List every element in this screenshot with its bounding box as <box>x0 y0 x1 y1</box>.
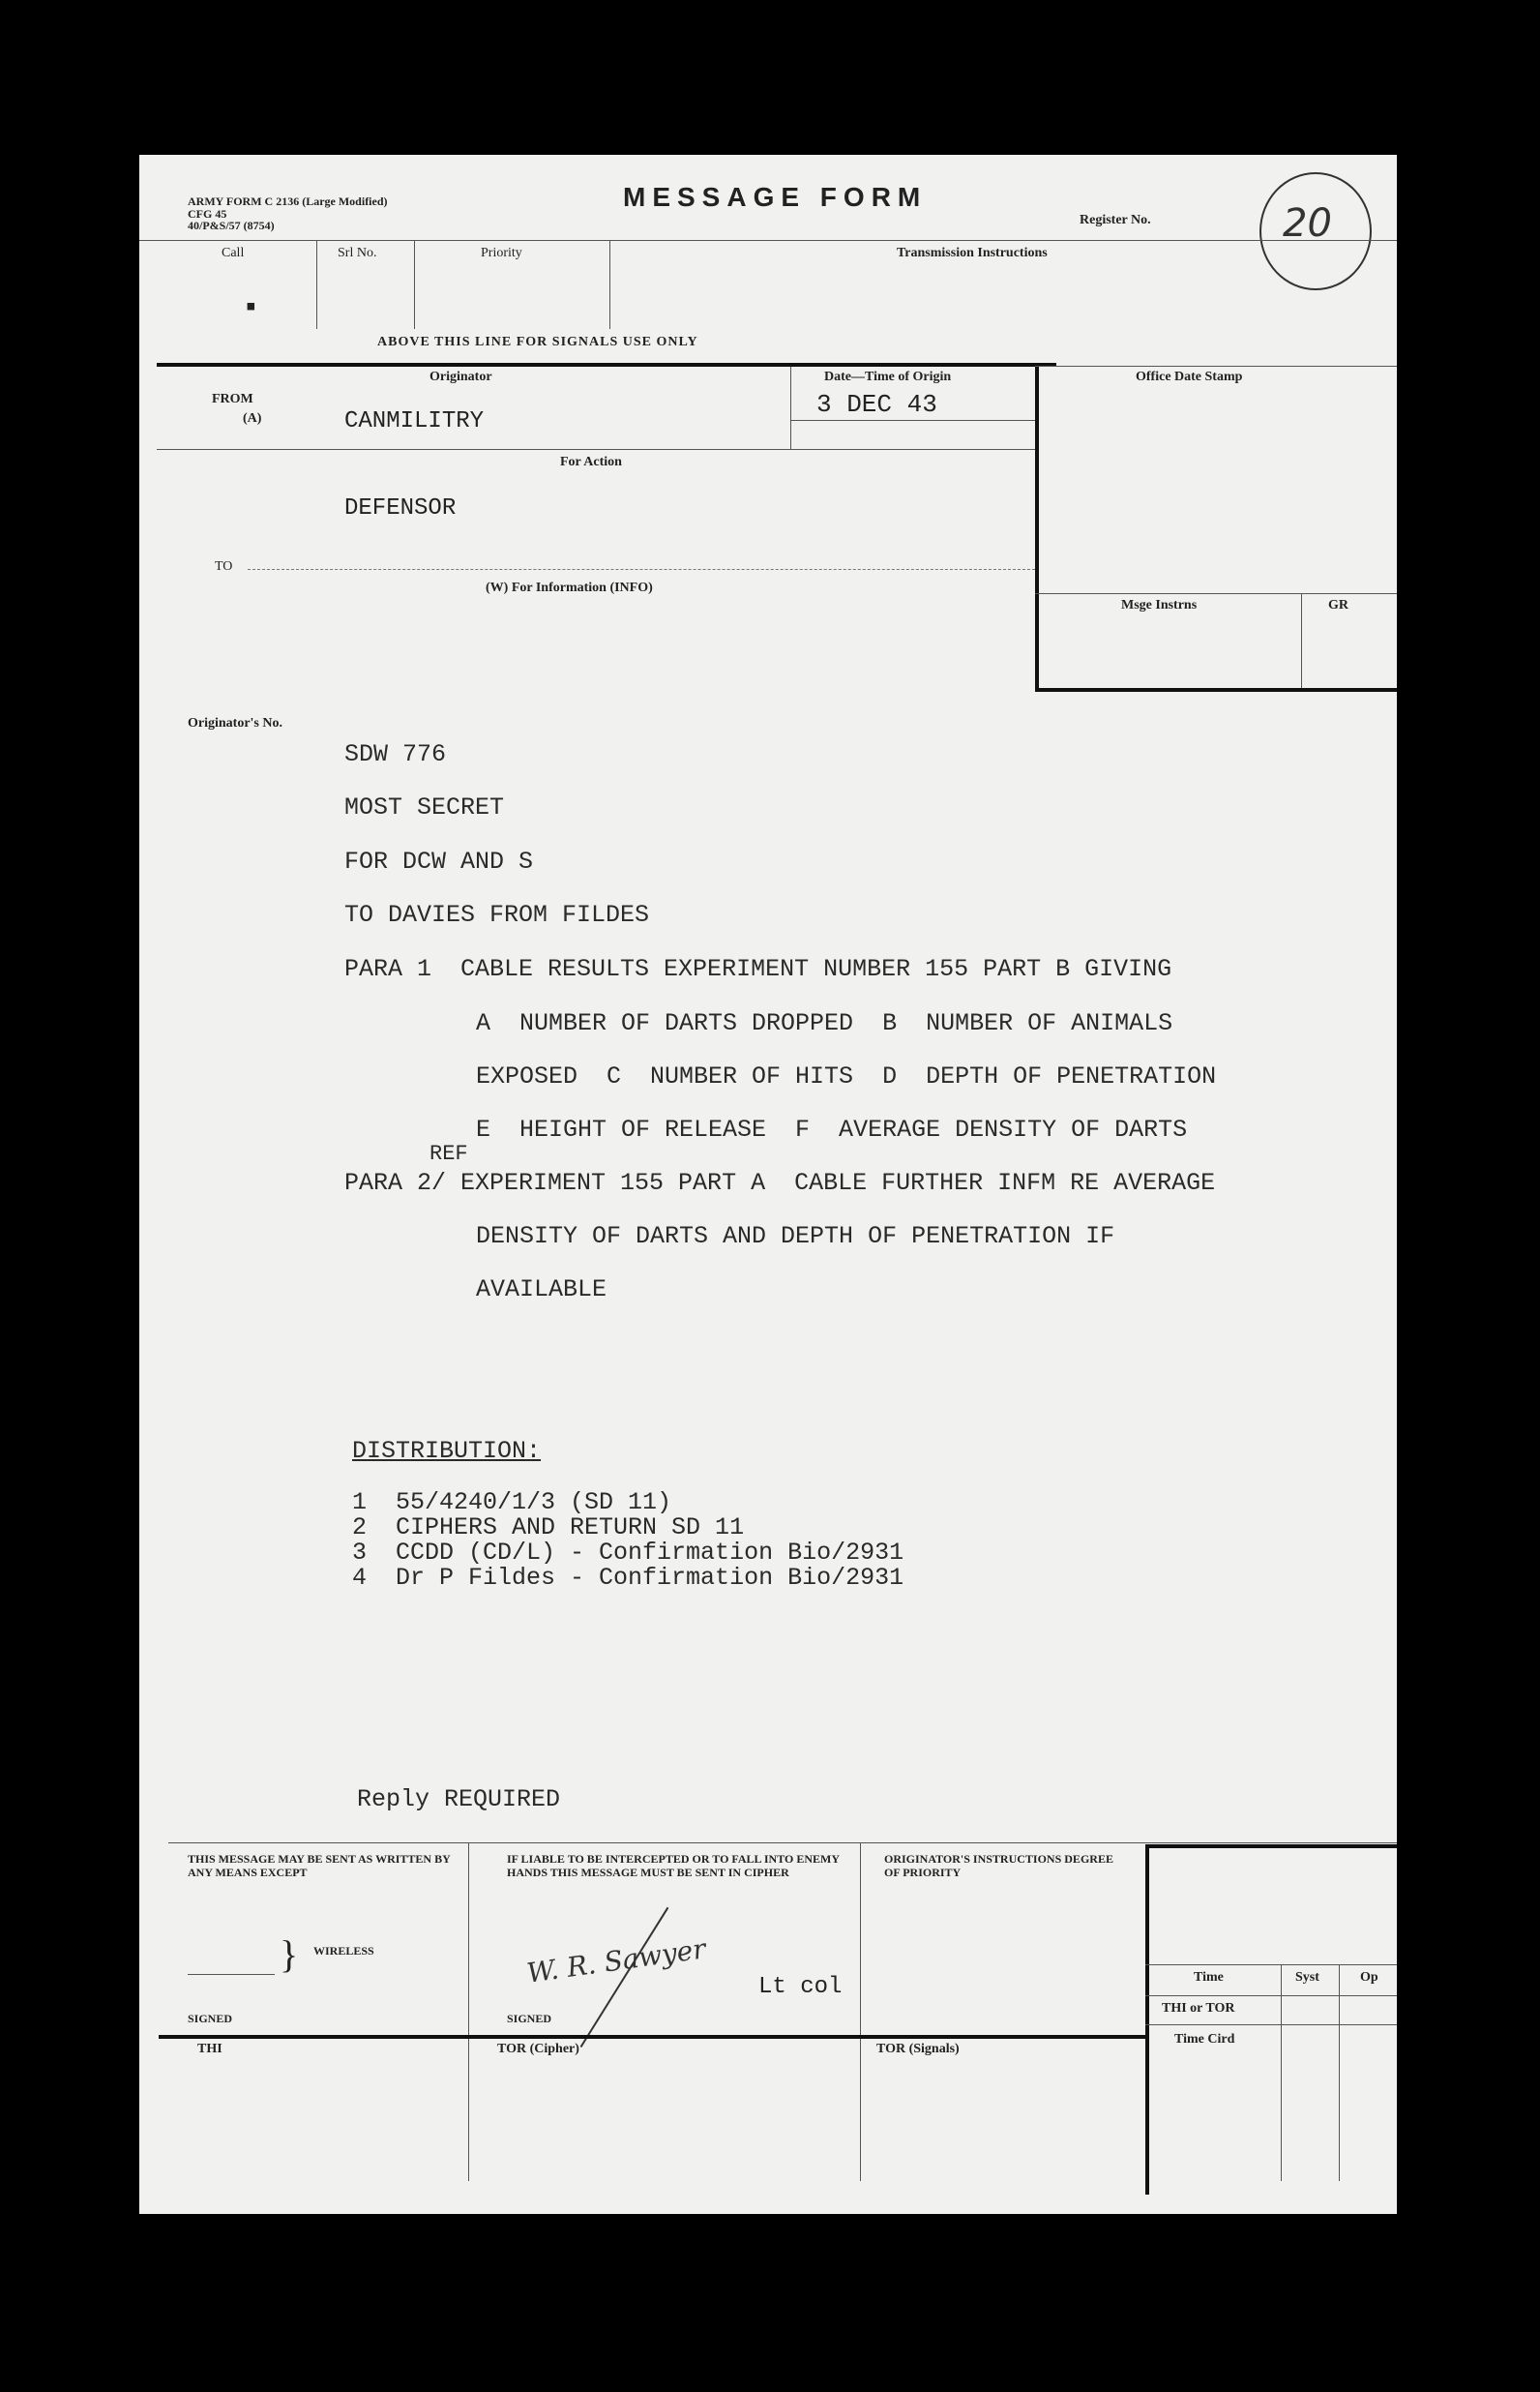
distribution-item-2: 2 CIPHERS AND RETURN SD 11 <box>352 1513 745 1541</box>
signed-label-1: SIGNED <box>188 2012 233 2025</box>
page-title: MESSAGE FORM <box>623 182 928 212</box>
tor-signals-label: TOR (Signals) <box>876 2042 960 2056</box>
priority-label: Priority <box>481 246 522 260</box>
message-line-8: E HEIGHT OF RELEASE F AVERAGE DENSITY OF DARTS <box>476 1116 1188 1144</box>
message-line-6: A NUMBER OF DARTS DROPPED B NUMBER OF ANIMALS <box>476 1009 1173 1037</box>
date-value: 3 DEC 43 <box>816 390 937 419</box>
sent-as-written-note: THIS MESSAGE MAY BE SENT AS WRITTEN BY ANY MEANS EXCEPT <box>188 1852 451 1879</box>
form-code: CFG 45 <box>188 207 227 221</box>
thi-or-tor-label: THI or TOR <box>1162 2001 1235 2016</box>
register-label: Register No. <box>1080 213 1151 227</box>
call-label: Call <box>222 246 245 260</box>
message-line-10: DENSITY OF DARTS AND DEPTH OF PENETRATION IF <box>476 1222 1115 1250</box>
to-label: TO <box>215 559 233 574</box>
from-label: FROM <box>212 392 253 406</box>
originator-value: CANMILITRY <box>344 408 485 434</box>
signals-use-note: ABOVE THIS LINE FOR SIGNALS USE ONLY <box>377 335 698 349</box>
office-date-stamp-label: Office Date Stamp <box>1136 370 1243 384</box>
form-id: ARMY FORM C 2136 (Large Modified) <box>188 194 388 208</box>
time-label: Time <box>1194 1970 1224 1985</box>
for-action-value: DEFENSOR <box>344 495 457 522</box>
message-line-5: PARA 1 CABLE RESULTS EXPERIMENT NUMBER 155 PART B GIVING <box>344 955 1172 983</box>
call-mark: ▪ <box>246 290 256 322</box>
distribution-item-3: 3 CCDD (CD/L) - Confirmation Bio/2931 <box>352 1539 904 1567</box>
message-line-4: TO DAVIES FROM FILDES <box>344 901 650 929</box>
for-action-label: For Action <box>560 455 622 469</box>
brace-icon: } <box>280 1932 299 1976</box>
message-line-11: AVAILABLE <box>476 1275 607 1303</box>
syst-label: Syst <box>1295 1970 1319 1985</box>
message-form-sheet <box>139 155 1397 2214</box>
date-label: Date—Time of Origin <box>824 370 952 384</box>
signed-label-2: SIGNED <box>507 2012 552 2025</box>
message-line-3: FOR DCW AND S <box>344 848 534 876</box>
info-label: (W) For Information (INFO) <box>486 581 653 595</box>
originators-instructions: ORIGINATOR'S INSTRUCTIONS DEGREE OF PRIORITY <box>884 1852 1113 1879</box>
message-line-9: PARA 2/ EXPERIMENT 155 PART A CABLE FURTHER INFM RE AVERAGE <box>344 1169 1216 1197</box>
register-number: 20 <box>1283 201 1332 246</box>
ref-insert: REF <box>429 1142 468 1166</box>
from-sub-label: (A) <box>243 411 262 426</box>
gr-label: GR <box>1328 598 1348 613</box>
distribution-heading: DISTRIBUTION: <box>352 1437 542 1465</box>
transmission-label: Transmission Instructions <box>897 246 1048 260</box>
msge-instrns-label: Msge Instrns <box>1121 598 1198 613</box>
form-print: 40/P&S/57 (8754) <box>188 219 275 232</box>
reply-required: Reply REQUIRED <box>357 1785 561 1813</box>
distribution-item-1: 1 55/4240/1/3 (SD 11) <box>352 1488 672 1516</box>
op-label: Op <box>1360 1970 1378 1985</box>
srl-label: Srl No. <box>338 246 377 260</box>
wireless-label: WIRELESS <box>313 1944 374 1958</box>
originator-label: Originator <box>429 370 492 384</box>
register-stamp <box>1259 172 1372 290</box>
distribution-item-4: 4 Dr P Fildes - Confirmation Bio/2931 <box>352 1564 904 1592</box>
tor-cipher-label: TOR (Cipher) <box>497 2042 579 2056</box>
originators-no-label: Originator's No. <box>188 716 282 731</box>
time-cird-label: Time Cird <box>1174 2032 1235 2047</box>
message-line-2: MOST SECRET <box>344 793 505 822</box>
signature: W. R. Sawyer <box>524 1932 708 1989</box>
cipher-note: IF LIABLE TO BE INTERCEPTED OR TO FALL INTO ENEMY HANDS THIS MESSAGE MUST BE SENT IN CIPHER <box>507 1852 840 1879</box>
message-line-7: EXPOSED C NUMBER OF HITS D DEPTH OF PENETRATION <box>476 1062 1217 1091</box>
thi-label: THI <box>197 2042 222 2056</box>
rank-value: Lt col <box>758 1974 843 2000</box>
message-line-1: SDW 776 <box>344 740 447 768</box>
